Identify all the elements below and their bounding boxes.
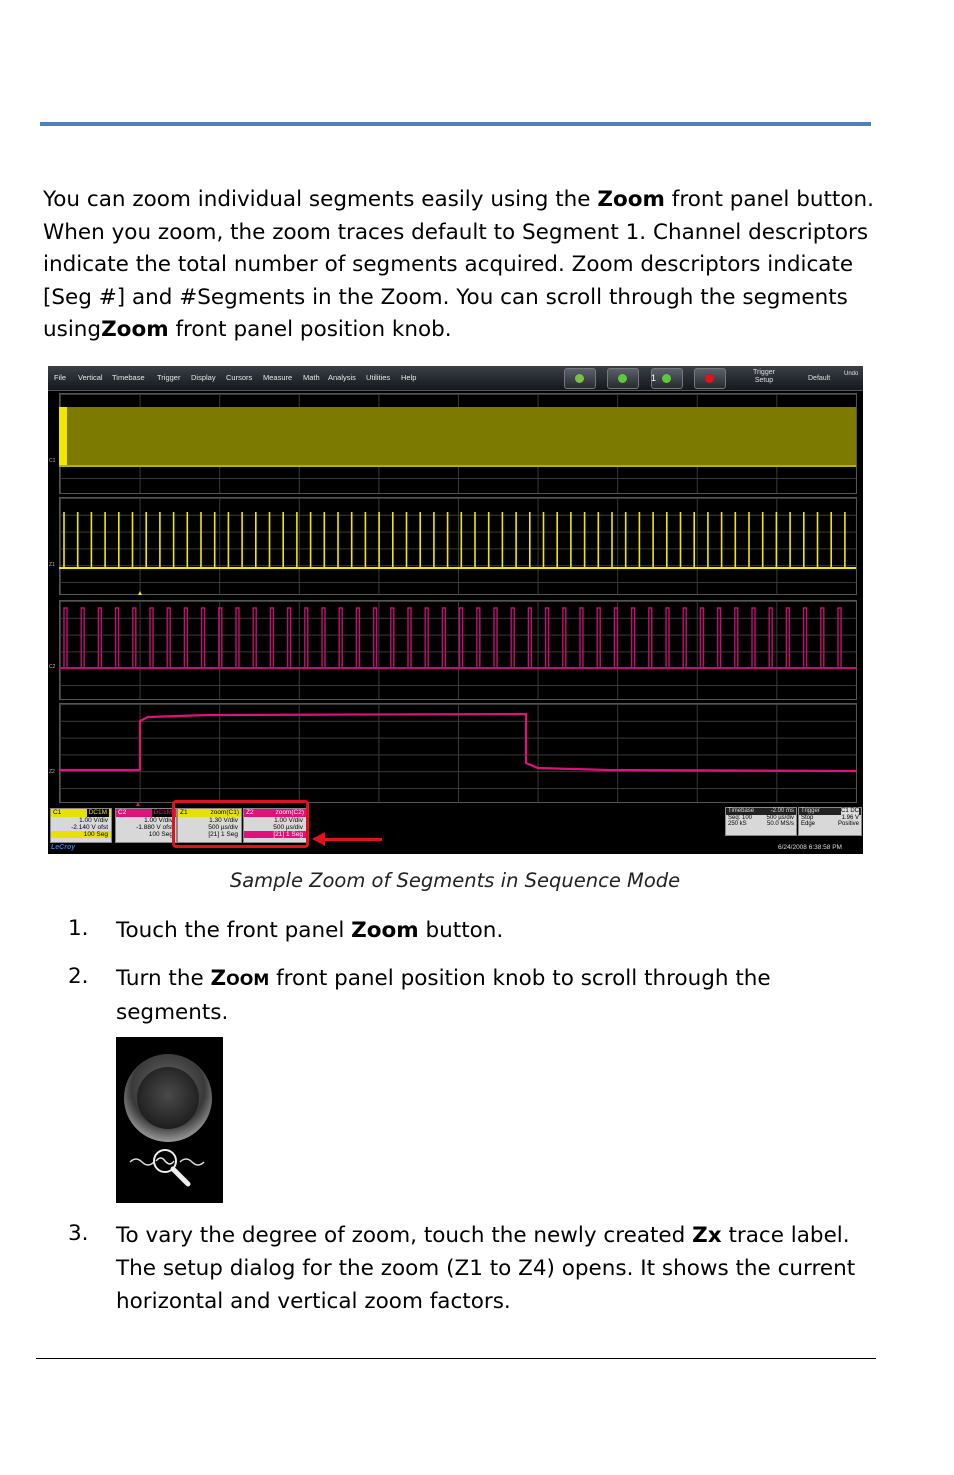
- c2-pulse: [494, 608, 497, 668]
- step-3-text: To vary the degree of zoom, touch the newly created Zx trace label. The setup dialog for the zoom (Z1 to Z4) opens. It shows the current horizontal and vertical zoom factors.: [116, 1223, 856, 1314]
- c2-mode: DC1M: [153, 809, 172, 816]
- step-2-text: Turn the ZOOM front panel position knob to scroll through the segments.: [116, 966, 771, 1025]
- step-2-number: 2.: [68, 964, 89, 989]
- footer-rule: [36, 1358, 876, 1359]
- c2-pulse: [150, 608, 153, 668]
- z1-tdiv: 500 µs/div: [208, 824, 238, 831]
- trace-label-z2[interactable]: Z2: [49, 769, 55, 775]
- c2-pulse: [425, 608, 428, 668]
- c2-pulse: [81, 608, 84, 668]
- c2-pulse: [666, 608, 669, 668]
- oscilloscope-screenshot: [48, 366, 863, 854]
- trigger-type: Edge: [801, 821, 816, 827]
- c2-pulse: [614, 608, 617, 668]
- timebase-tdiv: 500 µs/div: [766, 814, 794, 821]
- brand-logo: LeCroy: [51, 844, 76, 851]
- timebase-descriptor[interactable]: [725, 807, 797, 836]
- menu-utilities[interactable]: Utilities: [366, 373, 391, 382]
- highlight-arrow-head: [312, 832, 325, 846]
- c2-pulse: [683, 608, 686, 668]
- waveform-traces: [48, 366, 863, 854]
- menu-cursors[interactable]: Cursors: [226, 373, 253, 382]
- c1-trace-marker: [59, 407, 67, 466]
- c2-pulse: [477, 608, 480, 668]
- c2-pulse: [339, 608, 342, 668]
- c2-pulse: [356, 608, 359, 668]
- z2-tdiv: 500 µs/div: [273, 824, 303, 831]
- z2-segment: [21] 1 Seg: [244, 831, 306, 838]
- highlight-arrow-shaft: [324, 838, 382, 841]
- header-rule: [40, 122, 871, 126]
- z1-vdiv: 1.30 V/div: [209, 817, 238, 824]
- z1-mode: zoom(C1): [210, 809, 239, 816]
- c2-pulse: [821, 608, 824, 668]
- c2-pulse: [374, 608, 377, 668]
- c2-pulse: [511, 608, 514, 668]
- c2-pulse: [597, 608, 600, 668]
- menu-help[interactable]: Help: [401, 373, 417, 382]
- z2-trigger-marker: [136, 802, 140, 806]
- zoom-term: Zoom: [597, 187, 665, 212]
- c2-pulse: [442, 608, 445, 668]
- step-1-number: 1.: [68, 916, 89, 941]
- trigger-slope: Positive: [837, 821, 859, 827]
- c1-offset: -2.140 V ofst: [71, 824, 108, 831]
- z2-mode: zoom(C2): [275, 809, 304, 816]
- step-1-bold: Zoom: [351, 918, 419, 943]
- z1-trigger-marker: [138, 591, 142, 595]
- c2-pulse: [838, 608, 841, 668]
- trigger-source: C1 DC: [840, 808, 859, 814]
- step-3-number: 3.: [68, 1221, 89, 1246]
- c1-mode: DC1M: [88, 809, 107, 816]
- step-3-bold: Zx: [692, 1223, 722, 1248]
- trace-label-z1[interactable]: Z1: [49, 562, 55, 568]
- menu-vertical[interactable]: Vertical: [78, 373, 103, 382]
- c2-pulse: [133, 608, 136, 668]
- z1-pulse-train: [64, 512, 845, 568]
- c2-pulse: [460, 608, 463, 668]
- trace-label-c2[interactable]: C2: [49, 664, 56, 670]
- default-button[interactable]: Default: [808, 375, 831, 382]
- menu-file[interactable]: File: [54, 373, 67, 382]
- descriptor-c1[interactable]: [50, 808, 112, 843]
- c1-vdiv: 1.00 V/div: [79, 817, 108, 824]
- c2-pulse: [270, 608, 273, 668]
- c2-pulse-train: [64, 608, 841, 668]
- c2-pulse: [391, 608, 394, 668]
- single-number: 1: [651, 373, 657, 383]
- trigger-level: 1.96 V: [841, 814, 859, 821]
- c2-pulse: [288, 608, 291, 668]
- c2-pulse: [116, 608, 119, 668]
- zoom-term-2: Zoom: [101, 317, 169, 342]
- c2-vdiv: 1.00 V/div: [144, 817, 173, 824]
- c1-trace-block: [59, 407, 856, 466]
- zoom-knob-icon: [116, 1037, 223, 1203]
- c2-pulse: [305, 608, 308, 668]
- c2-pulse: [546, 608, 549, 668]
- c1-segments: 100 Seg: [51, 831, 111, 838]
- trigger-label: Trigger: [801, 808, 820, 814]
- timestamp: 6/24/2008 6:38:58 PM: [778, 844, 842, 851]
- z1-tag: Z1: [180, 809, 188, 816]
- c2-pulse: [98, 608, 101, 668]
- timebase-label: Timebase: [728, 808, 755, 814]
- menu-display[interactable]: Display: [191, 373, 216, 382]
- c2-pulse: [528, 608, 531, 668]
- c2-pulse: [804, 608, 807, 668]
- figure-caption: Sample Zoom of Segments in Sequence Mode: [229, 869, 681, 892]
- c2-pulse: [735, 608, 738, 668]
- c2-pulse: [786, 608, 789, 668]
- intro-paragraph: You can zoom individual segments easily using the Zoom front panel button. When you zoom, the zoom traces default to Segment 1. Channel descriptors indicate the total number of segments acquired. Zoom descriptors indicate [Seg #] and #Segments in the Zoom. You can scroll through the segments usingZoom front panel position knob.: [43, 187, 874, 342]
- zoom-knob-label: ZOOM: [210, 966, 270, 991]
- timebase-samples: 250 kS: [728, 821, 747, 827]
- timebase-delay: -2.00 ms: [770, 808, 794, 814]
- c2-pulse: [219, 608, 222, 668]
- c2-offset: -1.880 V ofst: [136, 824, 173, 831]
- c2-pulse: [236, 608, 239, 668]
- c2-pulse: [580, 608, 583, 668]
- c2-pulse: [167, 608, 170, 668]
- menu-analysis[interactable]: Analysis: [328, 373, 356, 382]
- c2-segments: 100 Seg: [148, 831, 173, 838]
- trigger-descriptor[interactable]: [798, 807, 862, 836]
- menu-timebase[interactable]: Timebase: [112, 373, 145, 382]
- c2-pulse: [649, 608, 652, 668]
- z1-segment: [21] 1 Seg: [208, 831, 238, 838]
- c2-tag: C2: [118, 809, 127, 816]
- zoom-descriptor-highlight: [172, 800, 309, 848]
- c2-pulse: [253, 608, 256, 668]
- c2-pulse: [322, 608, 325, 668]
- c2-pulse: [563, 608, 566, 668]
- trace-label-c1[interactable]: C1: [49, 458, 56, 464]
- z2-tag: Z2: [246, 809, 254, 816]
- c2-pulse: [718, 608, 721, 668]
- menu-math[interactable]: Math: [303, 373, 320, 382]
- menu-measure[interactable]: Measure: [263, 373, 293, 382]
- trigger-setup-button[interactable]: Trigger Setup: [753, 369, 775, 384]
- trigger-mode: Stop: [801, 814, 814, 821]
- timebase-rate: 50.0 MS/s: [766, 821, 794, 827]
- c2-pulse: [700, 608, 703, 668]
- c2-pulse: [64, 608, 67, 668]
- c2-pulse: [632, 608, 635, 668]
- zoom-knob-image: [116, 1037, 223, 1203]
- c2-pulse: [408, 608, 411, 668]
- c2-pulse: [752, 608, 755, 668]
- z2-step-trace: [59, 714, 856, 771]
- undo-button[interactable]: Undo: [844, 371, 859, 377]
- timebase-seq: Seq: 100: [728, 814, 753, 821]
- menu-trigger[interactable]: Trigger: [157, 373, 181, 382]
- c2-pulse: [769, 608, 772, 668]
- step-1-text: Touch the front panel Zoom button.: [116, 918, 504, 943]
- z2-vdiv: 1.00 V/div: [274, 817, 303, 824]
- descriptor-c2[interactable]: [115, 808, 177, 843]
- c1-tag: C1: [53, 809, 62, 816]
- c2-pulse: [202, 608, 205, 668]
- c2-pulse: [184, 608, 187, 668]
